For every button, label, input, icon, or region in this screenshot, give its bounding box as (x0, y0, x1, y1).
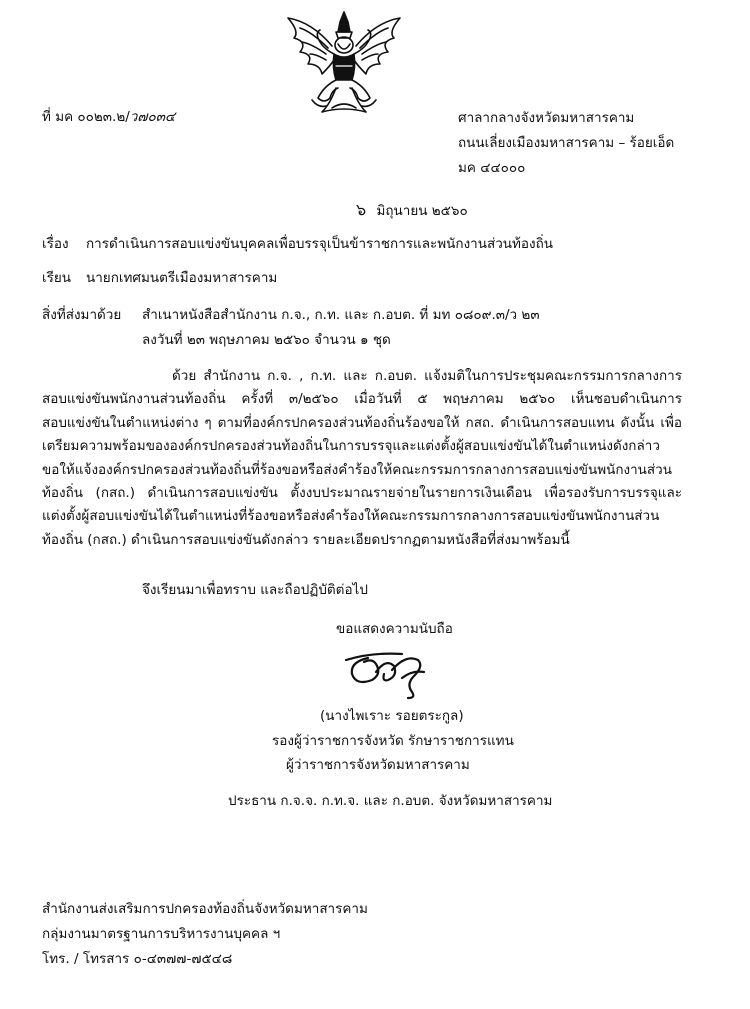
office-address-line-1: ศาลากลางจังหวัดมหาสารคาม (458, 110, 635, 126)
body-line: เตรียมความพร้อมขององค์กรปกครองส่วนท้องถิ่นในการบรรจุและแต่งตั้งผู้สอบแข่งขันได้ในตำแหน่งดังกล่าว (42, 438, 660, 455)
subject-text: การดำเนินการสอบแข่งขันบุคคลเพื่อบรรจุเป็นข้าราชการและพนักงานส่วนท้องถิ่น (86, 236, 554, 252)
office-address-line-3: มค ๔๔๐๐๐ (458, 160, 526, 176)
reference-prefix: ๐๐๒๓.๒/ (77, 109, 130, 125)
footer-phone: โทร. / โทรสาร ๐-๔๓๗๗-๗๕๔๘ (42, 951, 233, 967)
reference-handwritten-number: ว๗๐๓๔ (129, 109, 176, 125)
signature-icon (342, 648, 438, 700)
date-day: ๖ (356, 200, 367, 219)
document-date (356, 202, 468, 219)
enclosure-line-2: ลงวันที่ ๒๓ พฤษภาคม ๒๕๖๐ จำนวน ๑ ชุด (142, 332, 391, 348)
body-line: แต่งตั้งผู้สอบแข่งขันได้ในตำแหน่งที่ร้องขอหรือส่งคำร้องให้คณะกรรมการกลางการสอบแข่งขันพนักงานส่วน (42, 508, 660, 525)
body-line: ด้วย สำนักงาน ก.จ. , ก.ท. และ ก.อบต. แจ้งมติในการประชุมคณะกรรมการกลางการ (172, 368, 682, 384)
reference-label: ที่ มค (42, 109, 74, 125)
body-paragraph (42, 365, 682, 552)
complimentary-close: ขอแสดงความนับถือ (336, 621, 453, 637)
enclosure-label: สิ่งที่ส่งมาด้วย (42, 307, 122, 323)
recipient-text: นายกเทศมนตรีเมืองมหาสารคาม (86, 270, 278, 286)
signatory-position-2: ผู้ว่าราชการจังหวัดมหาสารคาม (286, 757, 470, 773)
signatory-position-1: รองผู้ว่าราชการจังหวัด รักษาราชการแทน (272, 733, 514, 749)
body-line: สอบแข่งขันพนักงานส่วนท้องถิ่น ครั้งที่ ๓/๒๕๖๐ เมื่อวันที่ ๕ พฤษภาคม ๒๕๖๐ เห็นชอบดำเนินการ (42, 391, 682, 408)
garuda-emblem-icon (278, 8, 410, 120)
date-month-year: มิถุนายน ๒๕๖๐ (376, 203, 468, 219)
footer-division: กลุ่มงานมาตรฐานการบริหารงานบุคคล ฯ (42, 926, 281, 942)
signatory-chair: ประธาน ก.จ.จ. ก.ท.จ. และ ก.อบต. จังหวัดมหาสารคาม (228, 793, 553, 809)
office-address-line-2: ถนนเลี่ยงเมืองมหาสารคาม – ร้อยเอ็ด (458, 135, 675, 151)
body-line: ท้องถิ่น (กสถ.) ดำเนินการสอบแข่งขัน ตั้งงบประมาณรายจ่ายในรายการเงินเดือน เพื่อรองรับการบรรจุและ (42, 485, 682, 502)
body-line: สอบแข่งขันในตำแหน่งต่าง ๆ ตามที่องค์กรปกครองส่วนท้องถิ่นร้องขอให้ กสถ. ดำเนินการสอบแทน ดังนั้น เพื่อ (42, 414, 682, 431)
enclosure-line-1: สำเนาหนังสือสำนักงาน ก.จ., ก.ท. และ ก.อบต. ที่ มท ๐๘๐๙.๓/ว ๒๓ (142, 307, 540, 323)
closing-request: จึงเรียนมาเพื่อทราบ และถือปฏิบัติต่อไป (142, 582, 368, 598)
footer-office: สำนักงานส่งเสริมการปกครองท้องถิ่นจังหวัดมหาสารคาม (42, 901, 368, 917)
body-line: ขอให้แจ้งองค์กรปกครองส่วนท้องถิ่นที่ร้องขอหรือส่งคำร้องให้คณะกรรมการกลางการสอบแข่งขันพนักงานส่วน (42, 461, 672, 478)
body-line: ท้องถิ่น (กสถ.) ดำเนินการสอบแข่งขันดังกล่าว รายละเอียดปรากฏตามหนังสือที่ส่งมาพร้อมนี้ (42, 531, 570, 548)
reference-number (42, 109, 175, 125)
subject-label: เรื่อง (42, 236, 69, 252)
recipient-label: เรียน (42, 270, 72, 286)
signatory-name: (นางไพเราะ รอยตระกูล) (320, 708, 464, 724)
